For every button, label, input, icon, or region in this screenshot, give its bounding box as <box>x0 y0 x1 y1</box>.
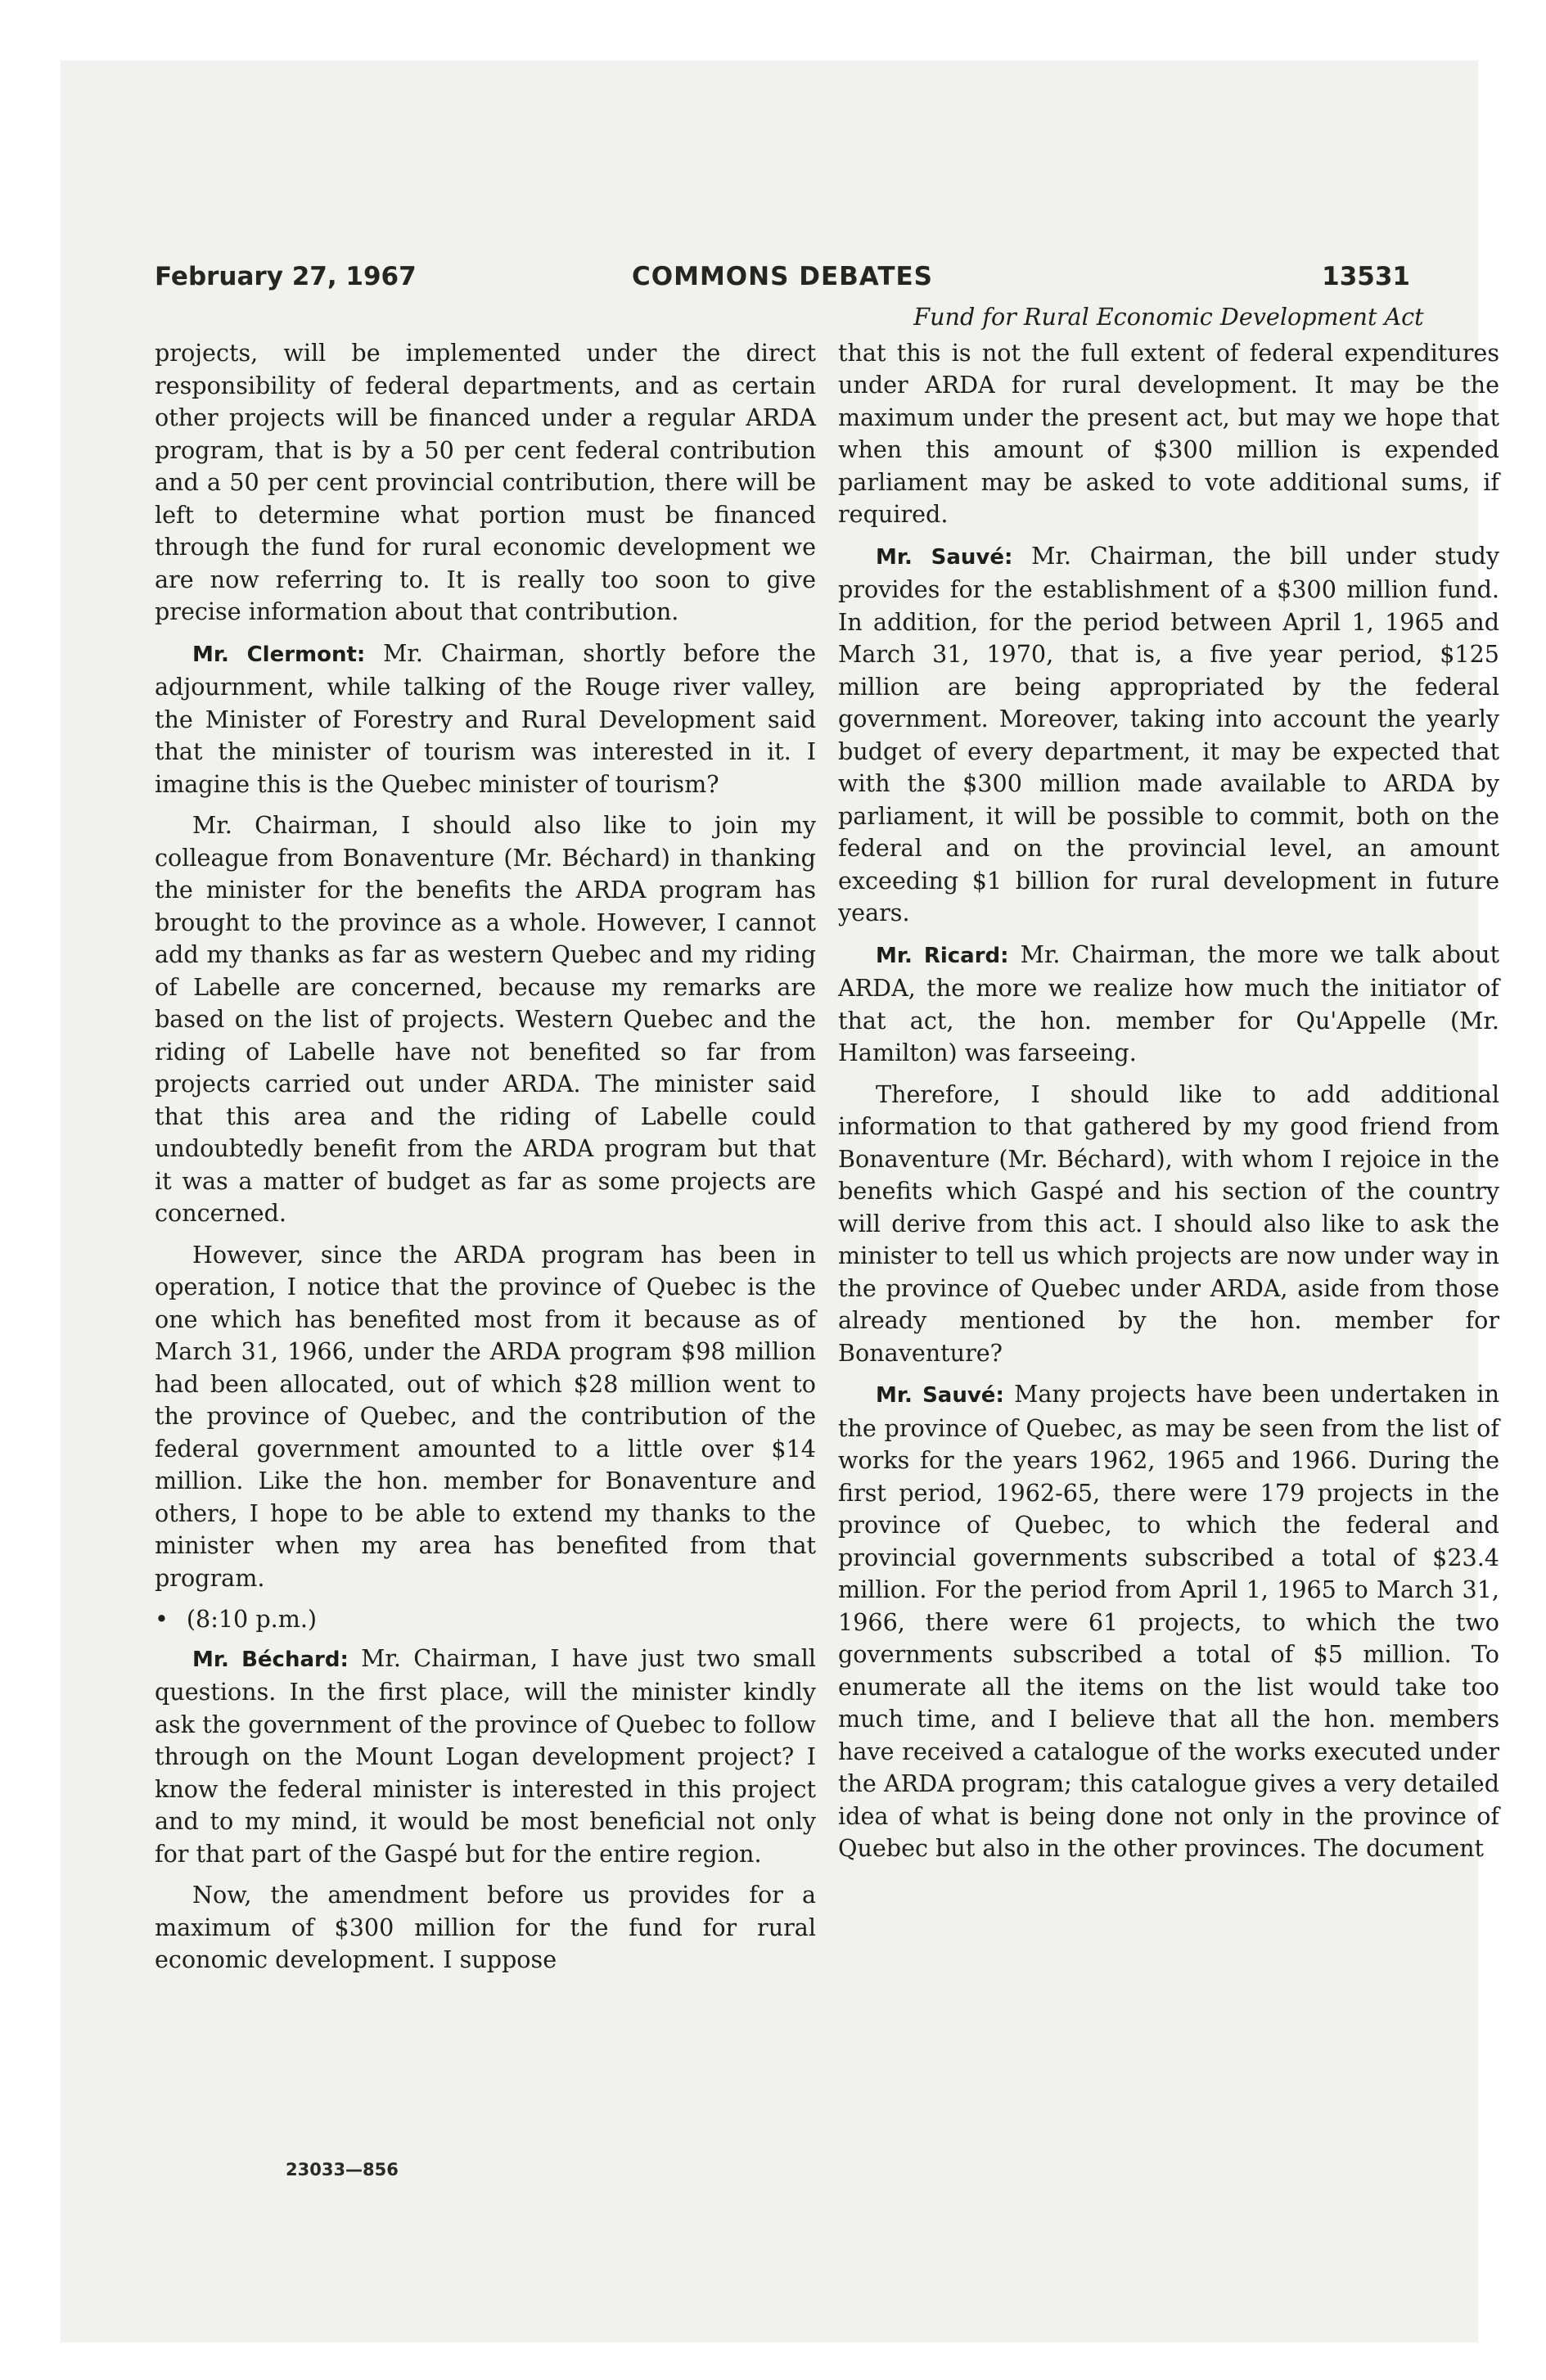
left-column <box>155 337 816 1986</box>
header-title: COMMONS DEBATES <box>632 262 933 291</box>
speaker-name: Mr. Ricard: <box>876 943 1009 968</box>
speaker-name: Mr. Sauvé: <box>876 544 1013 570</box>
paragraph <box>155 1643 816 1871</box>
paragraph <box>155 638 816 801</box>
header-page-number: 13531 <box>1322 262 1410 291</box>
speech-text: Mr. Chairman, I have just two small questions. In the first place, will the minister kindly ask the government of the province of Quebec to follow through on the Mount Logan development project? I know the federal minister is interested in this project and to my mind, it would be most beneficial not only for that part of the Gaspé but for the entire region. <box>155 1643 816 1868</box>
paragraph: Mr. Chairman, I should also like to join my colleague from Bonaventure (Mr. Béchard) in thanking the minister for the benefits the ARDA program has brought to the province as a whole. However, I cannot add my thanks as far as western Quebec and my riding of Labelle are concerned, because my remarks are based on the list of projects. Western Quebec and the riding of Labelle have not benefited so far from projects carried out under ARDA. The minister said that this area and the riding of Labelle could undoubtedly benefit from the ARDA program but that it was a matter of budget as far as some projects are concerned. <box>155 811 816 1227</box>
paragraph <box>838 540 1499 930</box>
page-header <box>155 262 1410 303</box>
paragraph: Therefore, I should like to add additional information to that gathered by my good friend from Bonaventure (Mr. Béchard), with whom I rejoice in the benefits which Gaspé and his section of the country will derive from this act. I should also like to ask the minister to tell us which projects are now under way in the province of Quebec under ARDA, aside from those already mentioned by the hon. member for Bonaventure? <box>838 1080 1499 1367</box>
paragraph: Now, the amendment before us provides for a maximum of $300 million for the fund for rural economic development. I suppose <box>155 1881 816 1973</box>
running-subhead: Fund for Rural Economic Development Act <box>913 303 1424 331</box>
print-code: 23033—856 <box>286 2160 399 2179</box>
paragraph: However, since the ARDA program has been in operation, I notice that the province of Quebec is the one which has benefited most from it because as of March 31, 1966, under the ARDA program $98 million had been allocated, out of which $28 million went to the province of Quebec, and the contribution of the federal government amounted to a little over $14 million. Like the hon. member for Bonaventure and others, I hope to be able to extend my thanks to the minister when my area has benefited from that program. <box>155 1240 816 1592</box>
header-date: February 27, 1967 <box>155 262 417 291</box>
speech-text: Mr. Chairman, the bill under study provides for the establishment of a $300 million fund. In addition, for the period between April 1, 1965 and March 31, 1970, that is, a five year period, $125 million are being appropriated by the federal government. Moreover, taking into account the yearly budget of every department, it may be expected that with the $300 million made available to ARDA by parliament, it will be possible to commit, both on the federal and on the provincial level, an amount exceeding $1 billion for rural development in future years. <box>838 541 1499 926</box>
speaker-name: Mr. Sauvé: <box>876 1383 1004 1408</box>
paragraph: that this is not the full extent of federal expenditures under ARDA for rural development. It may be the maximum under the present act, but may we hope that when this amount of $300 million is expended parliament may be asked to vote additional sums, if required. <box>838 338 1499 528</box>
right-column <box>838 301 1499 1874</box>
page-sheet <box>61 61 1499 2342</box>
time-marker <box>155 1603 816 1636</box>
speech-text: Many projects have been undertaken in the province of Quebec, as may be seen from the list of works for the years 1962, 1965 and 1966. During the first period, 1962-65, there were 179 projects in the province of Quebec, to which the federal and provincial governments subscribed a total of $23.4 million. For the period from April 1, 1965 to March 31, 1966, there were 61 projects, to which the two governments subscribed a total of $5 million. To enumerate all the items on the list would take too much time, and I believe that all the hon. members have received a catalogue of the works executed under the ARDA program; this catalogue gives a very detailed idea of what is being done not only in the province of Quebec but also in the other provinces. The document <box>838 1380 1499 1862</box>
bullet-icon: • <box>155 1605 169 1633</box>
speaker-name: Mr. Béchard: <box>192 1647 349 1672</box>
paragraph <box>838 939 1499 1070</box>
time-stamp: (8:10 p.m.) <box>186 1605 318 1633</box>
speech-text: Mr. Chairman, shortly before the adjournment, while talking of the Rouge river valley, the Minister of Forestry and Rural Development said that the minister of tourism was interested in it. I imagine this is the Quebec minister of tourism? <box>155 638 817 798</box>
speech-text: Mr. Chairman, the more we talk about ARDA, the more we realize how much the initiator of that act, the hon. member for Qu'Appelle (Mr. Hamilton) was farseeing. <box>838 940 1499 1066</box>
paragraph <box>838 1378 1499 1865</box>
speaker-name: Mr. Clermont: <box>192 642 366 667</box>
paragraph: projects, will be implemented under the direct responsibility of federal departments, and as certain other projects will be financed under a regular ARDA program, that is by a 50 per cent federal contribution and a 50 per cent provincial contribution, there will be left to determine what portion must be financed through the fund for rural economic development we are now referring to. It is really too soon to give precise information about that contribution. <box>155 339 816 625</box>
